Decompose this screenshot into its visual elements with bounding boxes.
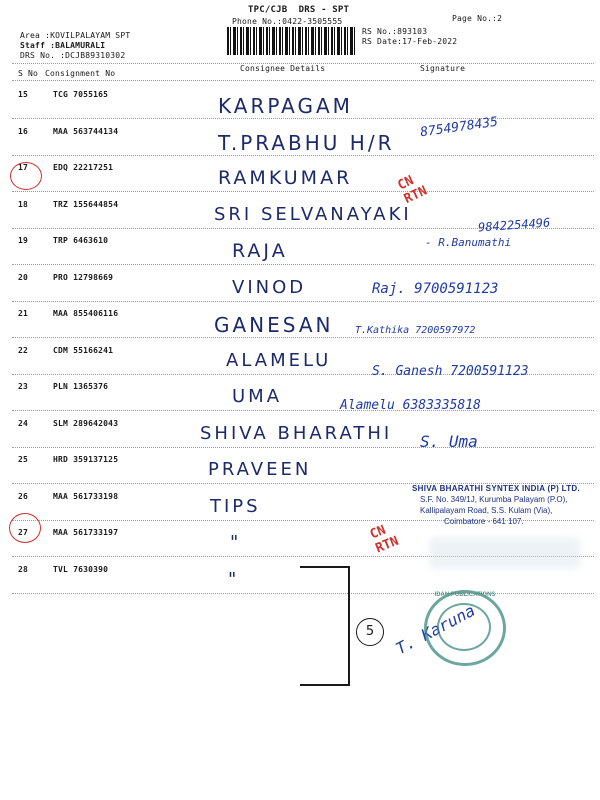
- row-consignment-no: MAA 563744134: [53, 126, 119, 136]
- note-sig-20: T.Kathika 7200597972: [355, 325, 476, 336]
- drs-number: DRS No. :DCJB89310302: [20, 51, 126, 60]
- note-cn-rtn-25: CN RTN: [367, 522, 401, 557]
- row-sno: 18: [18, 199, 29, 209]
- round-seal-inner: [437, 603, 491, 651]
- row-consignee-name: VINOD: [232, 276, 307, 298]
- phone-number: Phone No.:0422-3505555: [232, 17, 343, 26]
- row-consignee-name: RAJA: [232, 240, 288, 262]
- row-sno: 24: [18, 418, 29, 428]
- note-sig-tips: T. Karuna: [392, 600, 479, 659]
- company-stamp: [412, 483, 580, 527]
- stamp-line-2: S.F. No. 349/1J, Kurumba Palayam (P.O),: [420, 495, 568, 504]
- row-consignment-no: TCG 7055165: [53, 90, 109, 99]
- row-divider: [12, 191, 594, 192]
- circle-mark-25: [9, 513, 41, 543]
- row-divider: [12, 410, 594, 411]
- row-consignment-no: MAA 561733198: [53, 491, 119, 501]
- stamp-smudge: [430, 538, 580, 568]
- note-sig-21: S. Ganesh 7200591123: [372, 364, 529, 379]
- note-sig-23: S. Uma: [420, 432, 478, 451]
- page-number: Page No.:2: [452, 14, 503, 23]
- bracket-mark: [300, 566, 350, 686]
- note-sig-19: Raj. 9700591123: [372, 281, 499, 297]
- row-sno: 21: [18, 309, 29, 318]
- row-consignment-no: MAA 855406116: [53, 309, 119, 318]
- note-sig-18: - R.Banumathi: [425, 236, 512, 249]
- row-divider: [12, 447, 594, 448]
- note-phone-16: 8754978435: [419, 114, 499, 141]
- col-signature: Signature: [420, 64, 466, 73]
- round-seal-text: IDAN PUBLICATIONS: [434, 592, 496, 598]
- row-consignee-name: UMA: [232, 386, 283, 407]
- row-sno: 17: [18, 163, 29, 172]
- row-consignment-no: MAA 561733197: [53, 528, 119, 537]
- row-consignee-name: PRAVEEN: [208, 459, 312, 480]
- note-phone-18: 9842254496: [477, 215, 551, 235]
- col-consignee: Consignee Details: [240, 64, 326, 73]
- round-seal: [424, 590, 506, 666]
- row-consignment-no: PLN 1365376: [53, 382, 109, 391]
- row-consignee-name: ": [230, 532, 242, 553]
- row-consignment-no: TRP 6463610: [53, 236, 109, 245]
- row-sno: 20: [18, 272, 29, 282]
- row-consignee-name: SRI SELVANAYAKI: [214, 203, 412, 225]
- row-sno: 19: [18, 236, 29, 245]
- row-consignment-no: TVL 7630390: [53, 564, 109, 574]
- col-sno: S No: [18, 69, 39, 78]
- area: Area :KOVILPALAYAM SPT: [20, 31, 131, 40]
- header-rule-bottom: [12, 80, 594, 81]
- row-consignee-name: KARPAGAM: [218, 94, 353, 118]
- title-left: TPC/CJB: [248, 5, 288, 15]
- row-divider: [12, 301, 594, 302]
- row-sno: 15: [18, 90, 29, 99]
- row-consignee-name: T.PRABHU H/R: [218, 130, 395, 155]
- note-cn-rtn-17: CN RTN: [395, 173, 430, 208]
- col-consignment: Consignment No: [45, 69, 116, 78]
- row-divider: [12, 155, 594, 156]
- row-sno: 28: [18, 564, 29, 574]
- row-sno: 16: [18, 126, 29, 136]
- row-consignee-name: RAMKUMAR: [218, 167, 353, 189]
- rs-date: RS Date:17-Feb-2022: [362, 37, 458, 46]
- rs-number: RS No.:893103: [362, 27, 428, 36]
- stamp-line-1: SHIVA BHARATHI SYNTEX INDIA (P) LTD.: [412, 484, 580, 493]
- row-divider: [12, 264, 594, 265]
- row-sno: 22: [18, 345, 29, 355]
- row-consignee-name: ": [228, 568, 240, 590]
- staff: Staff :BALAMURALI: [20, 41, 106, 50]
- barcode: [227, 27, 355, 55]
- row-sno: 27: [18, 528, 29, 537]
- note-sig-22: Alamelu 6383335818: [340, 398, 481, 413]
- row-divider: [12, 337, 594, 338]
- row-consignment-no: PRO 12798669: [53, 272, 114, 282]
- row-sno: 26: [18, 491, 29, 501]
- title-right: DRS - SPT: [298, 5, 350, 15]
- row-sno: 25: [18, 455, 29, 464]
- row-consignee-name: TIPS: [210, 495, 261, 517]
- row-consignee-name: SHIVA BHARATHI: [200, 422, 393, 444]
- stamp-line-4: Coimbatore - 641 107.: [444, 517, 524, 526]
- row-consignment-no: HRD 359137125: [53, 455, 119, 464]
- row-divider: [12, 118, 594, 119]
- row-consignment-no: EDQ 22217251: [53, 163, 114, 172]
- row-consignee-name: GANESAN: [214, 313, 334, 337]
- row-consignee-name: ALAMELU: [226, 349, 332, 371]
- row-sno: 23: [18, 382, 29, 391]
- stamp-line-3: Kallipalayam Road, S.S. Kulam (Via),: [420, 506, 553, 515]
- doc-title: [248, 5, 349, 15]
- count-circle: 5: [356, 618, 384, 646]
- row-consignment-no: SLM 289642043: [53, 418, 119, 428]
- row-consignment-no: TRZ 155644854: [53, 199, 119, 209]
- circle-mark-17: [10, 162, 42, 190]
- row-consignment-no: CDM 55166241: [53, 345, 114, 355]
